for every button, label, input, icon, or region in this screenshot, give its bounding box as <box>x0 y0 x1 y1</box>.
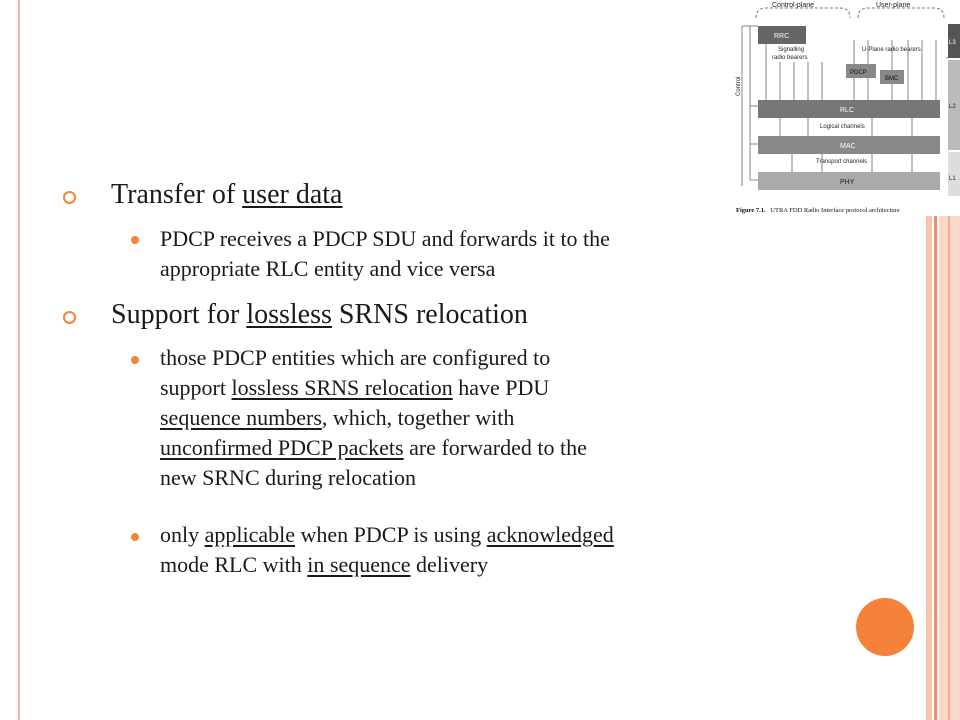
transport-channels-label: Transport channels <box>816 159 868 165</box>
bullet-text-2 <box>160 343 587 493</box>
phy-box: PHY <box>840 179 855 186</box>
text-run: , which, together with <box>321 405 515 430</box>
radio-bearers-label: radio bearers <box>772 55 808 61</box>
text-line <box>160 463 587 493</box>
bullet-dot-icon <box>131 533 139 541</box>
bullet-heading-2 <box>111 298 528 332</box>
text-line <box>160 254 610 284</box>
text-run: new SRNC during relocation <box>160 465 417 490</box>
bullet-heading-1 <box>111 178 342 212</box>
underlined-term: lossless SRNS relocation <box>231 375 453 400</box>
text-run: SRNS relocation <box>331 299 528 330</box>
text-run: when PDCP is using <box>295 522 487 547</box>
underlined-term: user data <box>242 179 343 210</box>
rlc-box: RLC <box>840 107 855 114</box>
bullet-dot-icon <box>131 356 139 364</box>
text-run: only <box>160 522 205 547</box>
user-plane-label: User-plane <box>876 2 911 9</box>
text-run: have PDU <box>452 375 550 400</box>
underlined-term: in sequence <box>307 552 411 577</box>
underlined-term: acknowledged <box>486 522 614 547</box>
underlined-term: sequence numbers <box>160 405 322 430</box>
bullet-dot-icon <box>131 236 139 244</box>
bullet-ring-icon <box>63 311 76 324</box>
text-run: those PDCP entities which are configured to <box>160 345 551 370</box>
bullet-text-1 <box>160 224 610 284</box>
pdcp-box: PDCP <box>850 70 867 76</box>
text-line <box>160 520 614 550</box>
figure-caption: Figure 7.1. UTRA FDD Radio Interface protocol architecture <box>736 207 900 214</box>
mac-box: MAC <box>840 143 856 150</box>
text-line <box>160 433 587 463</box>
logical-channels-label: Logical channels <box>820 124 865 130</box>
uplane-bearers-label: U-Plane radio bearers <box>862 47 921 53</box>
underlined-term: lossless <box>246 299 332 330</box>
bmc-box: BMC <box>885 76 899 82</box>
text-run: Support for <box>111 299 247 330</box>
underlined-term: applicable <box>204 522 296 547</box>
rrc-box: RRC <box>774 33 790 40</box>
bullet-ring-icon <box>63 191 76 204</box>
text-run: delivery <box>410 552 489 577</box>
layer-l2-label: L2 <box>949 104 956 110</box>
text-run: are forwarded to the <box>403 435 587 460</box>
bullet-text-3 <box>160 520 614 580</box>
layer-l1-label: L1 <box>949 176 956 182</box>
text-line <box>160 373 587 403</box>
text-run: appropriate RLC entity and vice versa <box>160 256 496 281</box>
text-line <box>160 343 587 373</box>
text-line <box>160 403 587 433</box>
signalling-label: Signalling <box>778 47 805 53</box>
underlined-term: unconfirmed PDCP packets <box>160 435 404 460</box>
text-line <box>160 550 614 580</box>
control-plane-label: Control-plane <box>772 2 815 9</box>
text-run: Transfer of <box>111 179 243 210</box>
text-line <box>160 224 610 254</box>
control-label: Control <box>736 76 742 96</box>
text-run: mode RLC with <box>160 552 308 577</box>
text-run: PDCP receives a PDCP SDU and forwards it to the <box>160 226 610 251</box>
text-run: support <box>160 375 232 400</box>
layer-l3-label: L3 <box>949 40 956 46</box>
